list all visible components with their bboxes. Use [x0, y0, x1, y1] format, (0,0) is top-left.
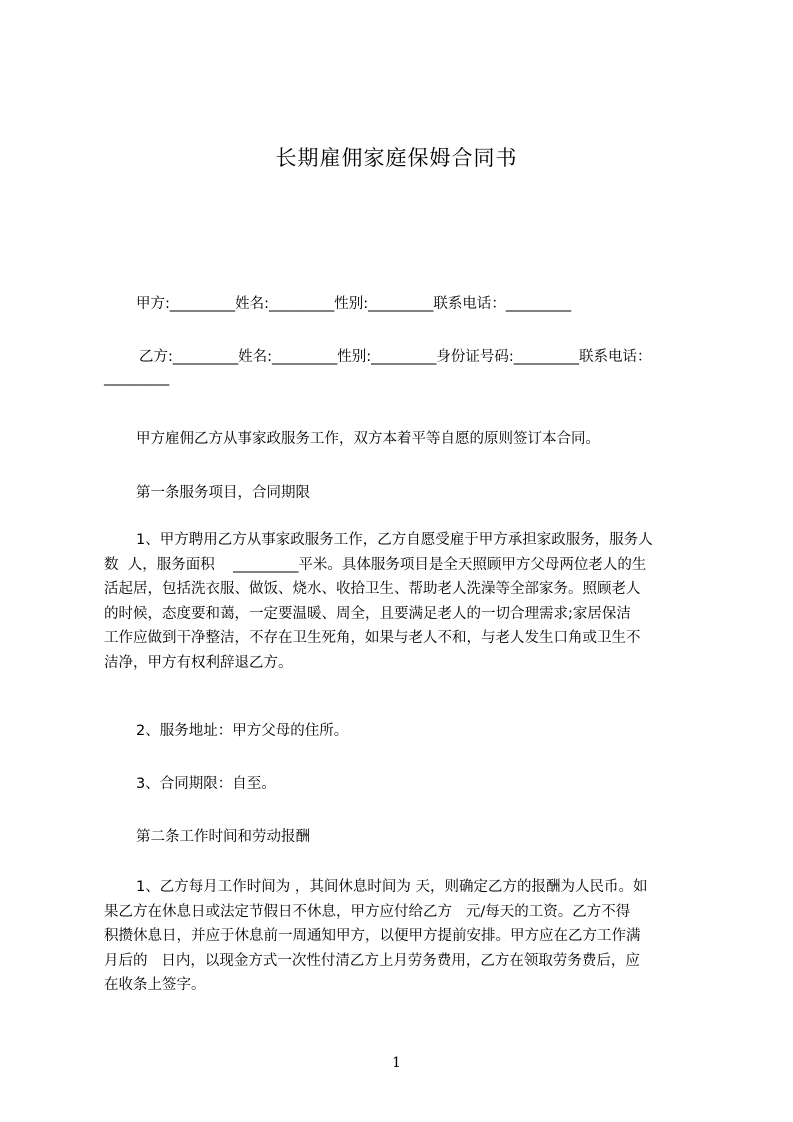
text-line: 积攒休息日，并应于休息前一周通知甲方，以便甲方提前安排。甲方应在乙方工作满	[104, 928, 641, 944]
text-line: 数 人，服务面积 _________平米。具体服务项目是全天照顾甲方父母两位老人的生	[104, 556, 647, 573]
article-1-item-3: 3、合同期限：自至。	[136, 776, 276, 792]
text-line: 1、乙方每月工作时间为 ，其间休息时间为 天，则确定乙方的报酬为人民币。如	[136, 879, 648, 895]
article-1-item-1	[104, 528, 709, 675]
party-b-line: 乙方:_________姓名:_________性别:_________身份证号码:_________联系电话：	[139, 349, 652, 365]
article-2-item-1	[104, 875, 709, 998]
article-1-item-2: 2、服务地址：甲方父母的住所。	[136, 723, 349, 739]
party-b-line-continued: _________	[104, 370, 170, 386]
text-line: 月后的 日内，以现金方式一次性付清乙方上月劳务费用，乙方在领取劳务费后，应	[104, 952, 640, 969]
page-number: 1	[392, 1055, 401, 1071]
party-a-line: 甲方:_________姓名:_________性别:_________联系电话：_________	[136, 296, 572, 312]
intro-paragraph: 甲方雇佣乙方从事家政服务工作，双方本着平等自愿的原则签订本合同。	[136, 431, 600, 447]
text-line: 在收条上签字。	[104, 977, 206, 993]
text-line: 洁净，甲方有权利辞退乙方。	[104, 654, 293, 671]
text-line: 1、甲方聘用乙方从事家政服务工作，乙方自愿受雇于甲方承担家政服务，服务人	[136, 532, 653, 548]
text-line: 工作应做到干净整洁，不存在卫生死角，如果与老人不和，与老人发生口角或卫生不	[104, 630, 641, 646]
article-2-heading: 第二条工作时间和劳动报酬	[136, 829, 310, 845]
article-1-heading: 第一条服务项目，合同期限	[136, 485, 310, 501]
document-title: 长期雇佣家庭保姆合同书	[275, 146, 518, 170]
text-line: 的时候，态度要和蔼，一定要温暖、周全，且要满足老人的一切合理需求;家居保洁	[104, 605, 631, 622]
text-line: 果乙方在休息日或法定节假日不休息，甲方应付给乙方 元/每天的工资。乙方不得	[104, 903, 631, 920]
text-line: 活起居，包括洗衣服、做饭、烧水、收拾卫生、帮助老人洗澡等全部家务。照顾老人	[104, 581, 641, 597]
